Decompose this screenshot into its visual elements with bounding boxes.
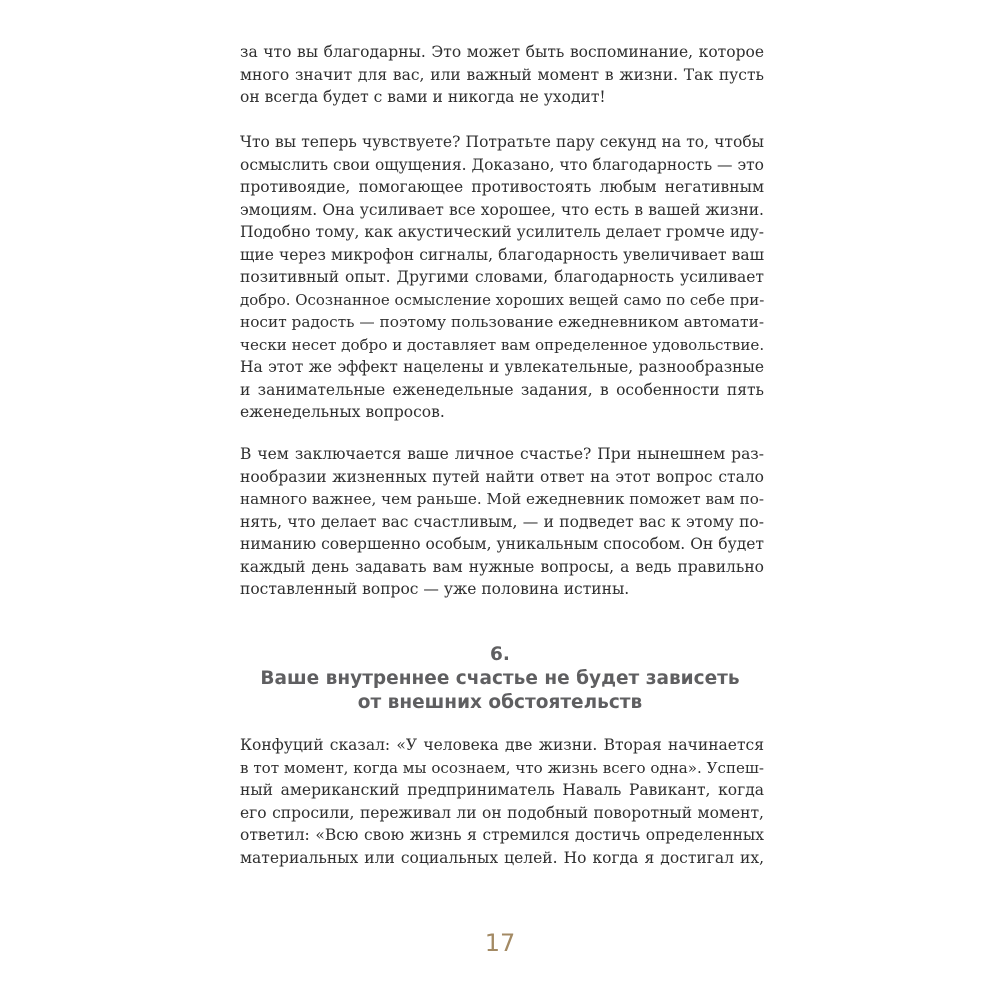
text-line: его спросили, переживал ли он подобный поворотный момент, bbox=[240, 803, 764, 822]
section-title-line-2: от внешних обстоятельств bbox=[357, 692, 643, 713]
text-line: ниманию совершенно особым, уникальным способом. Он будет bbox=[240, 535, 764, 553]
text-line: много значит для вас, или важный момент в жизни. Так пусть bbox=[240, 65, 764, 84]
text-line: ответил: «Всю свою жизнь я стремился достичь определенных bbox=[240, 826, 764, 844]
paragraph-3 bbox=[240, 443, 764, 601]
text-line: он всегда будет с вами и никогда не уходит! bbox=[240, 88, 606, 106]
text-line: щие через микрофон сигналы, благодарность увеличивает ваш bbox=[240, 245, 764, 264]
paragraph-1 bbox=[240, 41, 764, 109]
text-line: в тот момент, когда мы осознаем, что жизнь всего одна». Успеш- bbox=[240, 758, 764, 777]
text-line: нять, что делает вас счастливым, — и подведет вас к этому по- bbox=[240, 512, 764, 531]
text-line: материальных или социальных целей. Но когда я достигал их, bbox=[240, 848, 764, 867]
page-number: 17 bbox=[484, 929, 516, 957]
text-line: добро. Осознанное осмысление хороших вещей само по себе при- bbox=[240, 290, 765, 309]
section-title-line-1: Ваше внутреннее счастье не будет зависеть bbox=[260, 668, 740, 689]
text-line: за что вы благодарны. Это может быть воспоминание, которое bbox=[240, 43, 764, 61]
text-line: В чем заключается ваше личное счастье? При нынешнем раз- bbox=[240, 445, 764, 463]
text-line: позитивный опыт. Другими словами, благодарность усиливает bbox=[240, 268, 764, 286]
paragraph-2 bbox=[240, 131, 764, 424]
text-line: Конфуций сказал: «У человека две жизни. Вторая начинается bbox=[240, 736, 764, 754]
text-line: эмоциям. Она усиливает все хорошее, что есть в вашей жизни. bbox=[240, 200, 764, 219]
text-line: Подобно тому, как акустический усилитель делает громче иду- bbox=[240, 223, 764, 241]
paragraph-4 bbox=[240, 734, 764, 869]
text-line: нообразии жизненных путей найти ответ на этот вопрос стало bbox=[240, 467, 764, 486]
text-line: осмыслить свои ощущения. Доказано, что благодарность — это bbox=[240, 155, 764, 174]
text-line: еженедельных вопросов. bbox=[240, 403, 445, 421]
text-line: чески несет добро и доставляет вам определенное удовольствие. bbox=[240, 335, 765, 354]
text-line: и занимательные еженедельные задания, в особенности пять bbox=[240, 380, 764, 399]
text-line: На этот же эффект нацелены и увлекательные, разнообразные bbox=[240, 358, 764, 376]
section-number: 6. bbox=[490, 644, 510, 665]
text-line: поставленный вопрос — уже половина истины. bbox=[240, 580, 630, 598]
text-line: носит радость — поэтому пользование ежедневником автомати- bbox=[240, 313, 765, 331]
text-line: противоядие, помогающее противостоять любым негативным bbox=[240, 178, 764, 196]
text-line: каждый день задавать вам нужные вопросы, а ведь правильно bbox=[240, 557, 764, 576]
text-line: намного важнее, чем раньше. Мой ежедневник поможет вам по- bbox=[240, 490, 764, 508]
text-line: Что вы теперь чувствуете? Потратьте пару секунд на то, чтобы bbox=[240, 133, 764, 151]
section-heading bbox=[200, 643, 800, 715]
text-line: ный американский предприниматель Наваль Равикант, когда bbox=[240, 781, 764, 799]
